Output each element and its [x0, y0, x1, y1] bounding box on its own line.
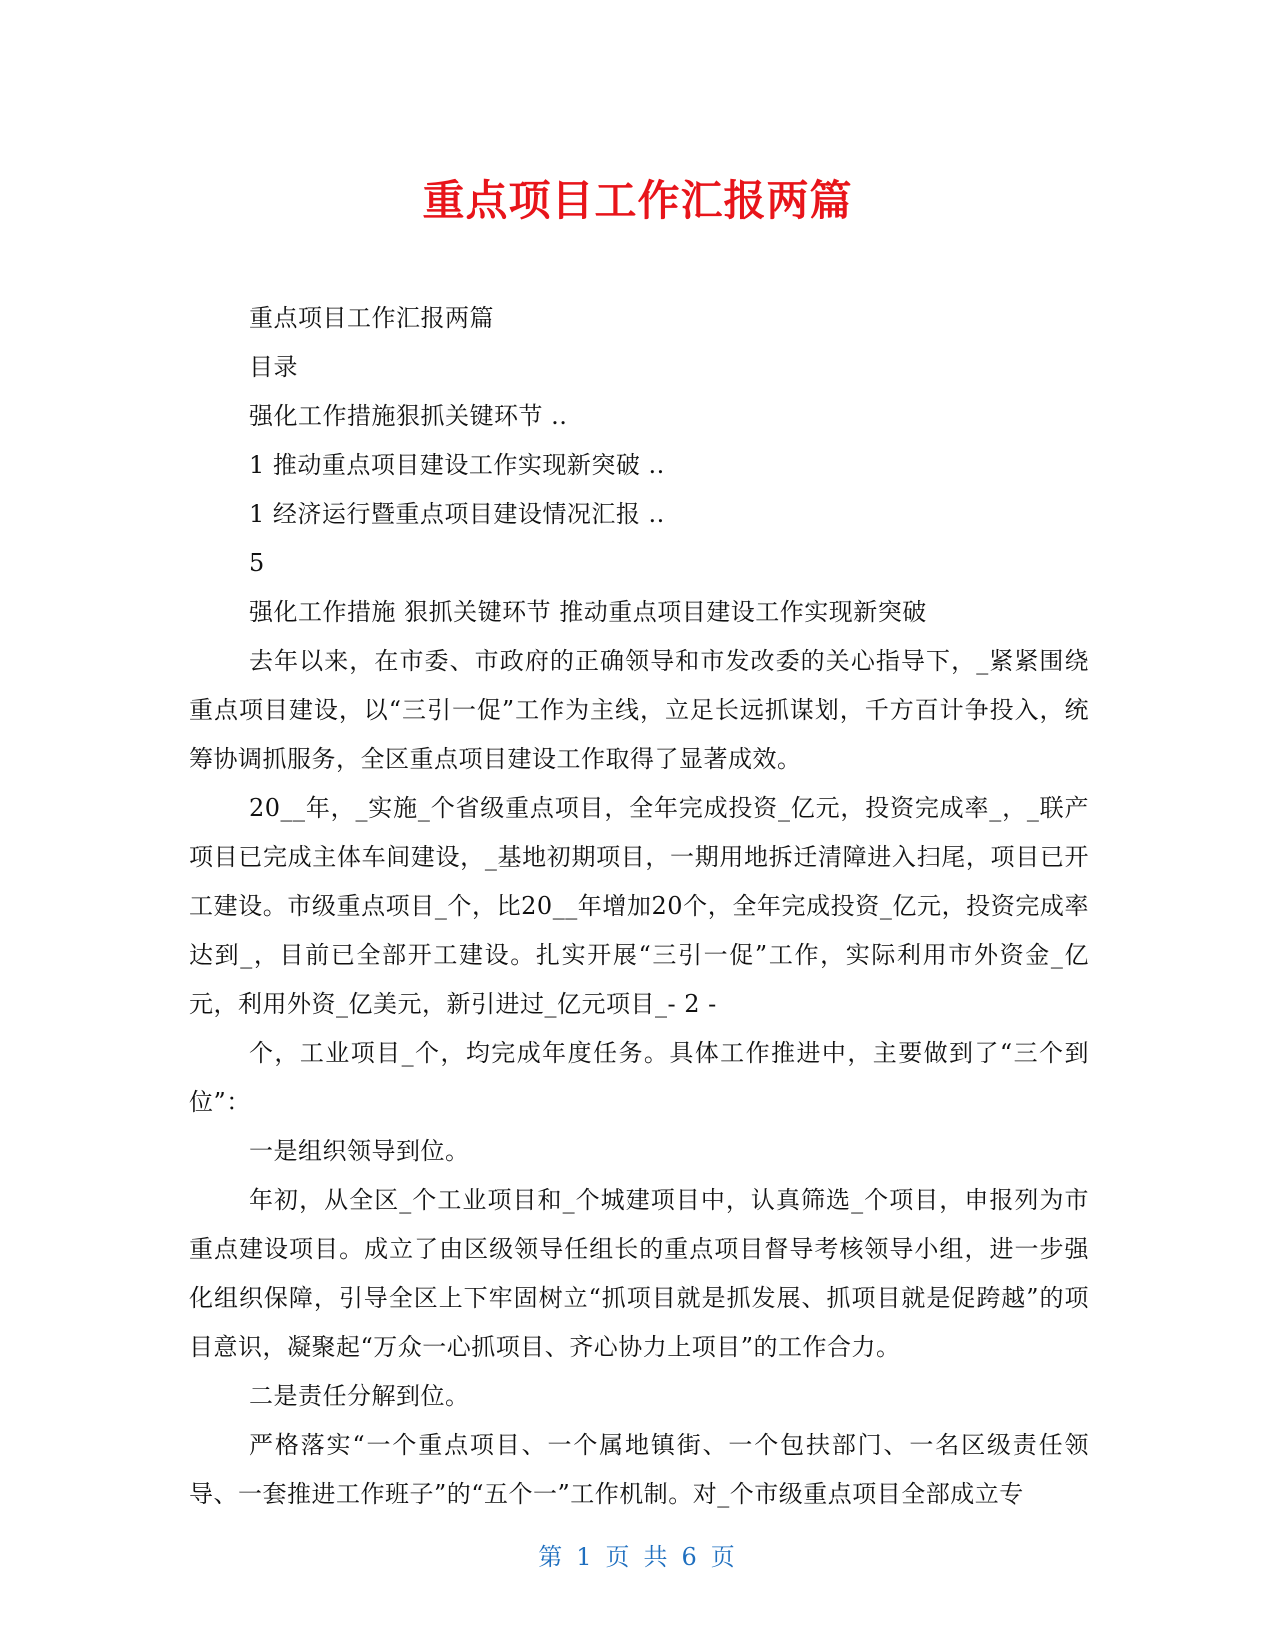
- subheading: 一是组织领导到位。: [249, 1137, 470, 1165]
- body-paragraph: 去年以来，在市委、市政府的正确领导和市发改委的关心指导下，_紧紧围绕重点项目建设，以“三引一促”工作为主线，立足长远抓谋划，千方百计争投入，统筹协调抓服务，全区重点项目建设工作取得了显著成效。: [189, 647, 1089, 773]
- toc-entry: 1 经济运行暨重点项目建设情况汇报 ..: [249, 500, 665, 528]
- footer-total-label: 共: [643, 1543, 670, 1571]
- toc-page-number: 5: [249, 549, 265, 577]
- footer-current-page: 1: [576, 1543, 594, 1571]
- body-paragraph: 20__年，_实施_个省级重点项目，全年完成投资_亿元，投资完成率_，_联产项目已完成主体车间建设，_基地初期项目，一期用地拆迁清障进入扫尾，项目已开工建设。市级重点项目_个，比20__年增加20个，全年完成投资_亿元，投资完成率达到_，目前已全部开工建设。扎实开展“三引一促”工作，实际利用市外资金_亿元，利用外资_亿美元，新引进过_亿元项目_- 2 -: [189, 794, 1089, 1018]
- toc-entry: 强化工作措施狠抓关键环节 ..: [249, 402, 568, 430]
- body-paragraph: 个，工业项目_个，均完成年度任务。具体工作推进中，主要做到了“三个到位”：: [189, 1039, 1089, 1116]
- toc-entry: 1 推动重点项目建设工作实现新突破 ..: [249, 451, 665, 479]
- footer-total-unit: 页: [710, 1543, 737, 1571]
- section-heading: 强化工作措施 狠抓关键环节 推动重点项目建设工作实现新突破: [249, 598, 927, 626]
- body-paragraph: 年初，从全区_个工业项目和_个城建项目中，认真筛选_个项目，申报列为市重点建设项目。成立了由区级领导任组长的重点项目督导考核领导小组，进一步强化组织保障，引导全区上下牢固树立“抓项目就是抓发展、抓项目就是促跨越”的项目意识，凝聚起“万众一心抓项目、齐心协力上项目”的工作合力。: [189, 1186, 1089, 1361]
- footer-total-pages: 6: [681, 1543, 699, 1571]
- footer-page-label: 第: [538, 1543, 565, 1571]
- toc-heading: 重点项目工作汇报两篇: [249, 304, 494, 332]
- body-paragraph: 严格落实“一个重点项目、一个属地镇街、一个包扶部门、一名区级责任领导、一套推进工作班子”的“五个一”工作机制。对_个市级重点项目全部成立专: [189, 1431, 1089, 1508]
- page-footer: [0, 1537, 1275, 1572]
- document-body: [189, 294, 1089, 1519]
- document-title: 重点项目工作汇报两篇: [422, 176, 853, 225]
- toc-label: 目录: [249, 353, 298, 381]
- footer-page-unit: 页: [605, 1543, 632, 1571]
- subheading: 二是责任分解到位。: [249, 1382, 470, 1410]
